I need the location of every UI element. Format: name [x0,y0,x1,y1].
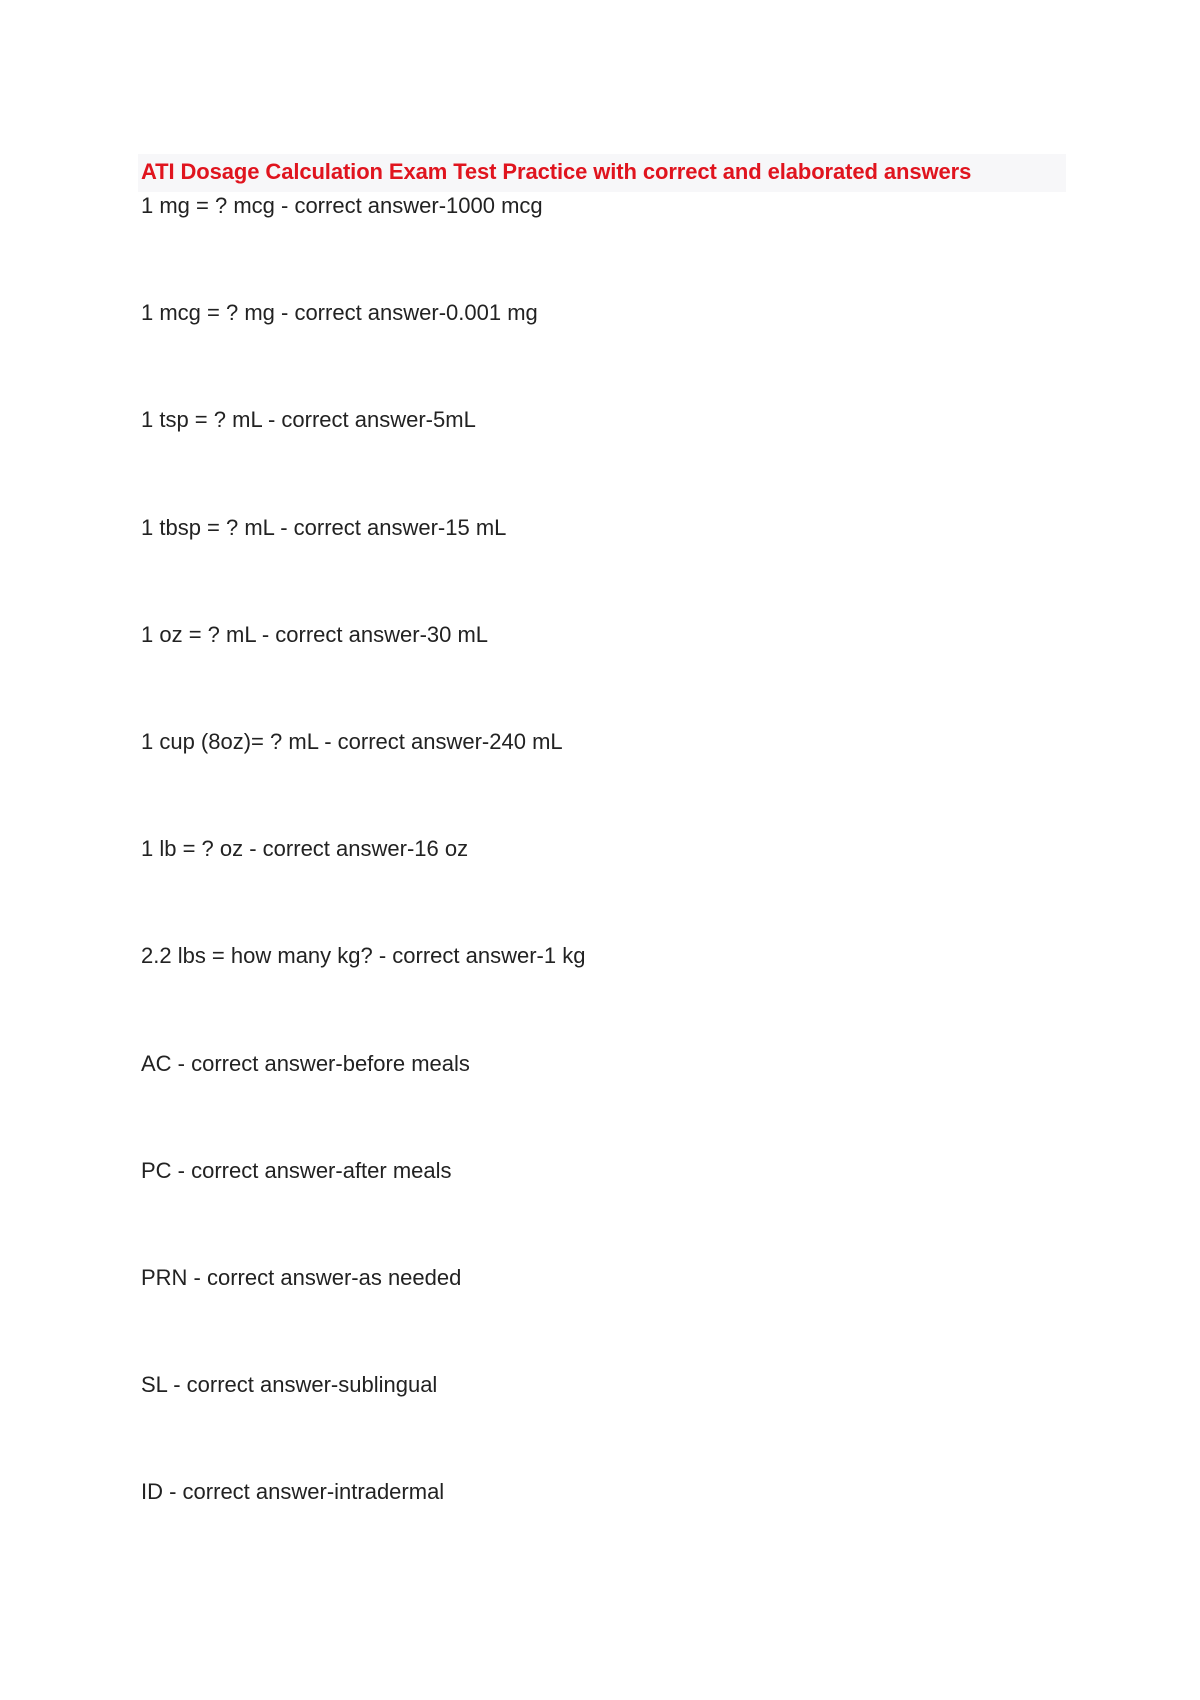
qa-item-mcg-to-mg: 1 mcg = ? mg - correct answer-0.001 mg [141,300,538,326]
qa-item-pc: PC - correct answer-after meals [141,1157,452,1183]
qa-item-cup-to-ml: 1 cup (8oz)= ? mL - correct answer-240 mL [141,728,563,754]
qa-item-tbsp-to-ml: 1 tbsp = ? mL - correct answer-15 mL [141,514,507,540]
qa-item-lbs-to-kg: 2.2 lbs = how many kg? - correct answer-1 kg [141,943,586,969]
qa-item-id: ID - correct answer-intradermal [141,1479,445,1505]
qa-item-oz-to-ml: 1 oz = ? mL - correct answer-30 mL [141,621,489,647]
qa-item-sl: SL - correct answer-sublingual [141,1372,438,1398]
question-answer-list [141,190,585,1583]
qa-item-lb-to-oz: 1 lb = ? oz - correct answer-16 oz [141,836,469,862]
qa-item-prn: PRN - correct answer-as needed [141,1264,462,1290]
qa-item-tsp-to-ml: 1 tsp = ? mL - correct answer-5mL [141,407,476,433]
qa-item-mg-to-mcg: 1 mg = ? mcg - correct answer-1000 mcg [141,193,543,218]
qa-item-ac: AC - correct answer-before meals [141,1050,470,1076]
document-title: ATI Dosage Calculation Exam Test Practice with correct and elaborated answers [141,159,972,184]
